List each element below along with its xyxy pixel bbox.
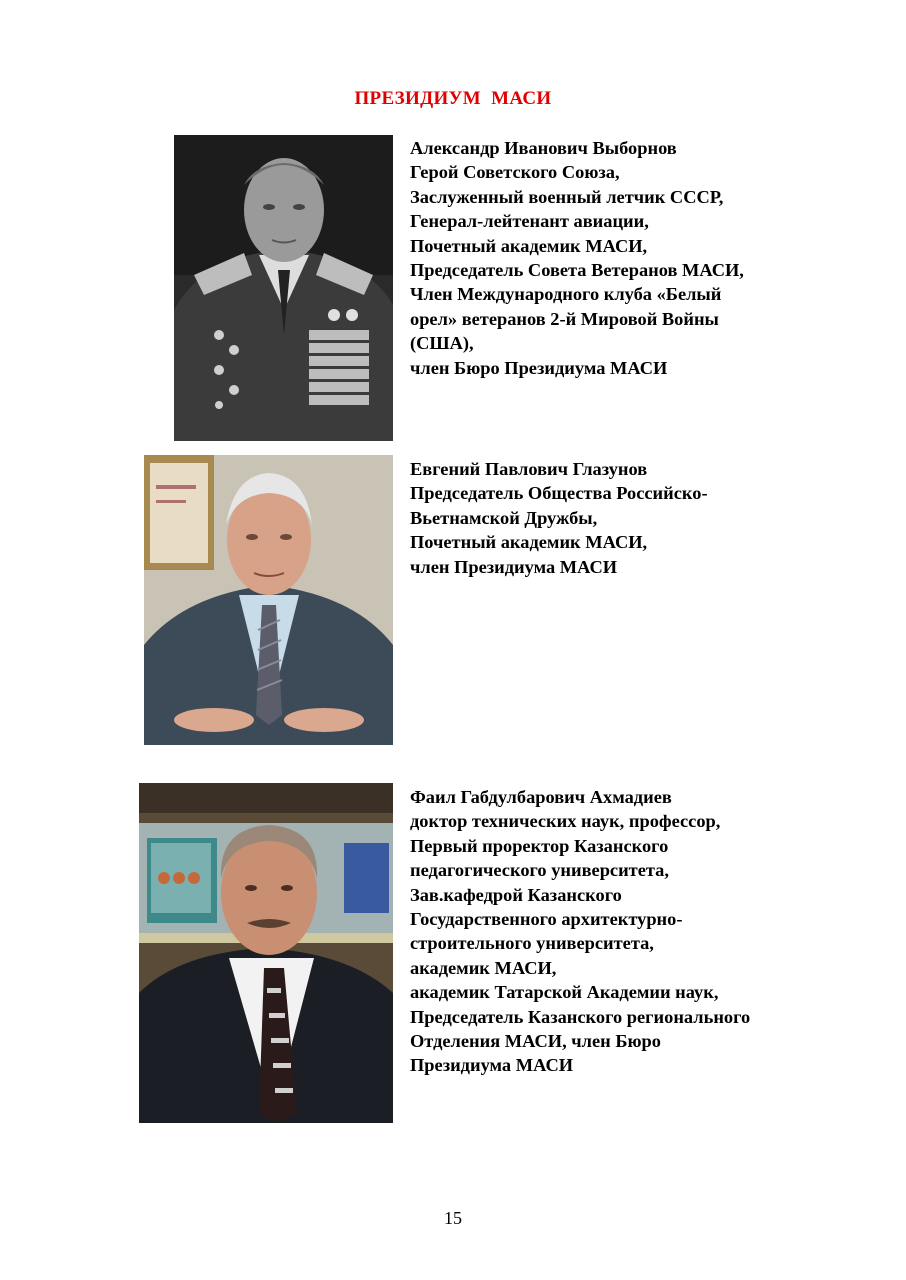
bio-line: Председатель Совета Ветеранов МАСИ, [410,260,744,281]
bio-line: Отделения МАСИ, член Бюро [410,1031,661,1052]
bio-line: (США), [410,333,474,354]
bio-line: Почетный академик МАСИ, [410,532,648,553]
bio-line: Первый проректор Казанского [410,835,669,856]
bio-line: Почетный академик МАСИ, [410,235,648,256]
bio-line: педагогического университета, [410,860,669,881]
bio-line: Фаил Габдулбарович Ахмадиев [410,787,672,807]
bio-line: Председатель Казанского регионального [410,1006,751,1027]
bio-line: Заслуженный военный летчик СССР, [410,186,724,207]
page-number: 15 [444,1208,462,1228]
bio-line: академик МАСИ, [410,957,557,978]
bio-line: орел» ветеранов 2-й Мировой Войны [410,308,719,329]
bio-line: член Президиума МАСИ [410,556,618,577]
portrait-photo-3 [139,783,393,1123]
member-bio-3 [410,785,750,1078]
bio-line: Евгений Павлович Глазунов [410,459,648,479]
bio-line: Генерал-лейтенант авиации, [410,211,649,232]
bio-line: Герой Советского Союза, [410,162,620,183]
bio-line: Александр Иванович Выборнов [410,138,677,158]
bio-line: академик Татарской Академии наук, [410,982,719,1003]
page-title: ПРЕЗИДИУМ МАСИ [354,88,552,109]
bio-line: Председатель Общества Российско- [410,483,708,504]
bio-line: строительного университета, [410,933,654,954]
portrait-photo-1 [174,135,393,441]
bio-line: член Бюро Президиума МАСИ [410,357,668,378]
member-bio-1 [410,136,744,380]
bio-line: Государственного архитектурно- [410,909,683,930]
bio-line: Президиума МАСИ [410,1055,574,1076]
bio-line: Зав.кафедрой Казанского [410,884,622,905]
member-bio-2 [410,457,708,579]
bio-line: Член Международного клуба «Белый [410,284,722,305]
bio-line: Вьетнамской Дружбы, [410,507,598,528]
portrait-photo-2 [144,455,393,745]
bio-line: доктор технических наук, профессор, [410,811,721,832]
